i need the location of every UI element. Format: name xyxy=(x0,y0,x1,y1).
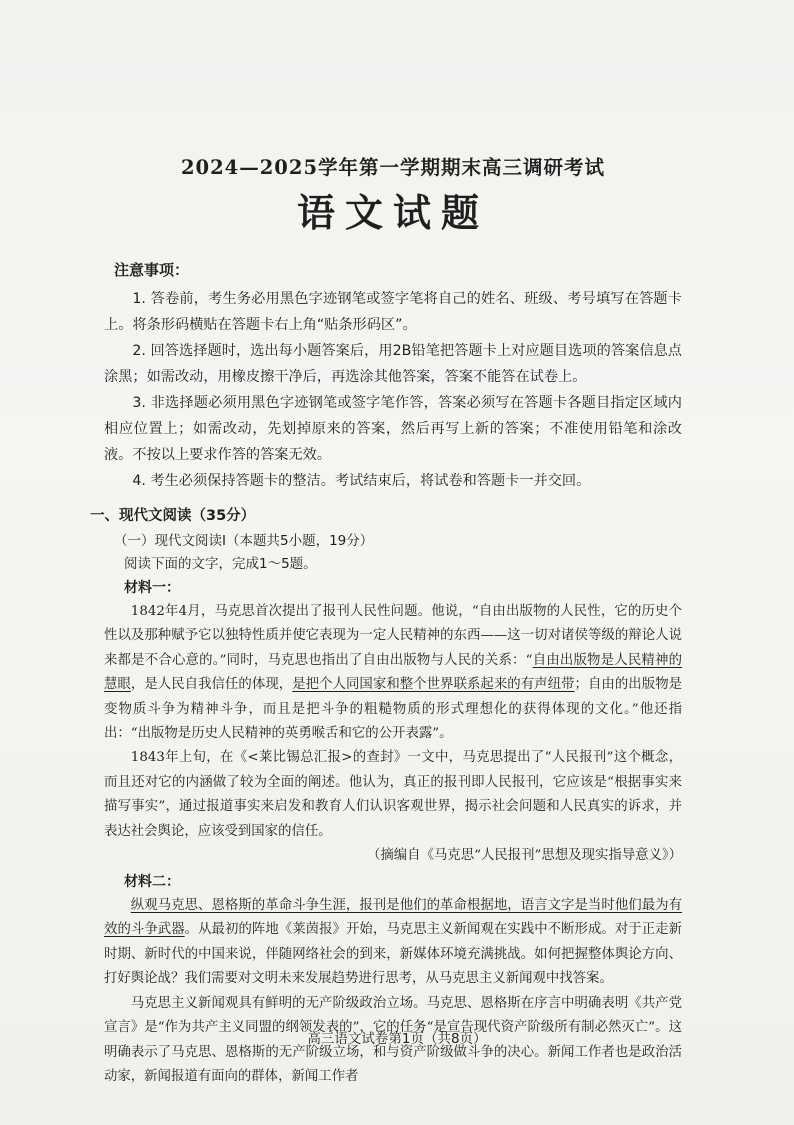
page-content xyxy=(90,154,683,1089)
notice-item-2: 2. 回答选择题时，选出每小题答案后，用2B铅笔把答题卡上对应题目选项的答案信息点涂黑；如需改动，用橡皮擦干净后，再选涂其他答案，答案不能答在试卷上。 xyxy=(104,343,682,385)
material-1-source: （摘编自《马克思“人民报刊”思想及现实指导意义》） xyxy=(367,848,682,864)
page-footer: 高三语文试卷第1页（共8页） xyxy=(307,1031,487,1047)
section-heading: 一、现代文阅读（35分） xyxy=(90,508,256,524)
material-1-body xyxy=(104,600,682,868)
material-1-label: 材料一： xyxy=(124,580,180,596)
notice-item-1: 1. 答卷前，考生务必用黑色字迹钢笔或签字笔将自己的姓名、班级、考号填写在答题卡上。将条形码横贴在答题卡右上角“贴条形码区”。 xyxy=(104,291,682,333)
notice-section xyxy=(104,258,682,494)
material-1-paragraph-1 xyxy=(104,600,682,746)
notice-title: 注意事项： xyxy=(114,261,190,279)
exam-title: 2024—2025学年第一学期期末高三调研考试 xyxy=(180,156,606,179)
material-2-paragraph-1 xyxy=(104,894,682,992)
subject-title: 语文试题 xyxy=(296,190,489,235)
material-2-label: 材料二： xyxy=(124,874,180,891)
notice-item-3: 3. 非选择题必须用黑色字迹钢笔或签字笔作答，答案必须写在答题卡各题目指定区域内相应位置上；如需改动，先划掉原来的答案，然后再写上新的答案；不准使用铅笔和涂改液。不按以上要求作答的答案无效。 xyxy=(104,395,682,463)
sub-section-heading: （一）现代文阅读Ⅰ（本题共5小题，19分） xyxy=(114,533,374,549)
material-2-body xyxy=(104,894,682,1089)
text-run: 1842年4月，马克思首次提出了报刊人民性问题。他说，“自由出版物的人民性，它的历史个性以及那种赋予它以独特性质并使它表现为一定人民精神的东西——这一切对诸侯等级的辩论人说来都是不合心意的。”同时，马克思也指出了自由出版物与人民的关系：“ xyxy=(104,604,682,668)
underlined-text: 是把个人同国家和整个世界联系起来的有声纽带 xyxy=(292,677,575,693)
reading-instruction: 阅读下面的文字，完成1～5题。 xyxy=(124,556,317,572)
text-run: ；自由的出版物是变物质斗争为精神斗争，而且是把斗争的粗糙物质的形式理想化的获得体现的文化。”他还指出：“出版物是历史人民精神的英勇喉舌和它的公开表露”。 xyxy=(104,677,683,742)
material-1-paragraph-2: 1843年上旬，在《<莱比锡总汇报>的查封》一文中，马克思提出了“人民报刊”这个概念，而且还对它的内涵做了较为全面的阐述。他认为，真正的报刊即人民报刊，它应该是“根据事实来描写事实”，通过报道事实来启发和教育人们认识客观世界，揭示社会问题和人民真实的诉求，并表达社会舆论，应该受到国家的信任。 xyxy=(104,750,682,839)
underlined-text: 自由出版物是人民精神的慧眼 xyxy=(104,652,682,693)
underlined-text: 纵观马克思、恩格斯的革命斗争生涯，报刊是他们的革命根据地，语言文字是当时他们最为有效的斗争武器 xyxy=(104,898,682,938)
text-run: ，是人民自我信任的体现， xyxy=(130,677,293,693)
notice-item-4: 4. 考生必须保持答题卡的整洁。考试结束后，将试卷和答题卡一并交回。 xyxy=(132,473,591,489)
text-run: 。从最初的阵地《莱茵报》开始，马克思主义新闻观在实践中不断形成。对于正走新时期、新时代的中国来说，伴随网络社会的到来，新媒体环境充满挑战。如何把握整体舆论方向、打好舆论战？我们需要对文明未来发展趋势进行思考，从马克思主义新闻观中找答案。 xyxy=(104,922,683,987)
material-2-paragraph-2: 马克思主义新闻观具有鲜明的无产阶级政治立场。马克思、恩格斯在序言中明确表明《共产党宣言》是“作为共产主义同盟的纲领发表的”，它的任务“是宣告现代资产阶级所有制必然灭亡”。这明确表示了马克思、恩格斯的无产阶级立场，和与资产阶级做斗争的决心。新闻工作者也是政治活动家，新闻报道有面向的群体，新闻工作者 xyxy=(104,995,682,1084)
